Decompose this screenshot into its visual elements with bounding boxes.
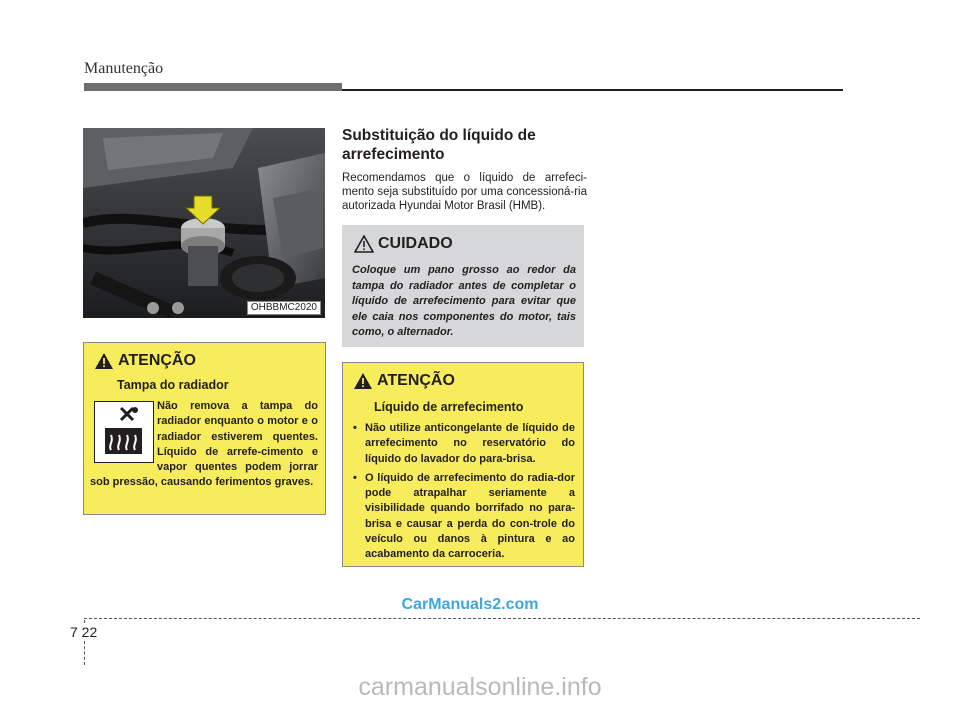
- caution-title-row: [354, 235, 453, 253]
- warning-left-text: Não remova a tampa do radiador enquanto o motor e o radiador estiverem quentes. Líquido de arrefe-cimento e vapor quentes podem jorrar sob pressão, causando ferimentos graves.: [90, 400, 318, 489]
- engine-bay-image: [83, 128, 325, 318]
- caution-title: CUIDADO: [378, 235, 453, 252]
- footer-rule: [84, 618, 920, 619]
- caution-text: Coloque um pano grosso ao redor da tampa do radiador antes de completar o líquido de arrefecimento para evitar que ele caia nos componentes do motor, tais como, o alternador.: [352, 264, 576, 338]
- watermark-carmanuals2: CarManuals2.com: [401, 596, 539, 613]
- section-heading: Substituição do líquido de arrefecimento: [342, 127, 536, 163]
- warning-box-coolant: [342, 362, 584, 567]
- header-rule-thin: [342, 89, 843, 91]
- warning-box-radiator-cap: [83, 342, 326, 515]
- warning-right-title: ATENÇÃO: [377, 372, 455, 389]
- list-item: • Não utilize anticongelante de líquido de arrefecimento no reservatório do líquido do lavador do para-brisa.: [351, 421, 575, 467]
- warning-left-subtitle: Tampa do radiador: [117, 378, 229, 392]
- watermark-carmanualsonline: carmanualsonline.info: [358, 673, 602, 701]
- engine-photo: [83, 128, 325, 318]
- warning-triangle-icon: [353, 372, 373, 390]
- warning-left-text-container: [90, 399, 318, 491]
- warning-left-title: ATENÇÃO: [118, 352, 196, 369]
- warning-triangle-icon: [94, 352, 114, 370]
- pictogram-spacer: [90, 399, 157, 469]
- list-item: • O líquido de arrefecimento do radia-dor pode atrapalhar seriamente a visibilidade quando borrifado no para-brisa e causar a perda do con-trole do veículo ou danos à pintura e ao acabamento da carroceria.: [351, 471, 575, 563]
- caution-triangle-icon: [354, 235, 374, 253]
- section-body: Recomendamos que o líquido de arrefeci-mento seja substituído por uma concessioná-ria autorizada Hyundai Motor Brasil (HMB).: [342, 172, 587, 212]
- page-header-title: Manutenção: [84, 60, 164, 77]
- caution-box: [342, 225, 584, 347]
- warning-right-subtitle: Líquido de arrefecimento: [374, 400, 524, 414]
- warning-left-title-row: [94, 352, 196, 370]
- warning-right-bullets: [351, 421, 575, 567]
- photo-reference-code: OHBBMC2020: [247, 301, 321, 315]
- page-number: 7 22: [70, 624, 98, 640]
- warning-right-title-row: [353, 372, 455, 390]
- header-rule-thick: [84, 83, 342, 91]
